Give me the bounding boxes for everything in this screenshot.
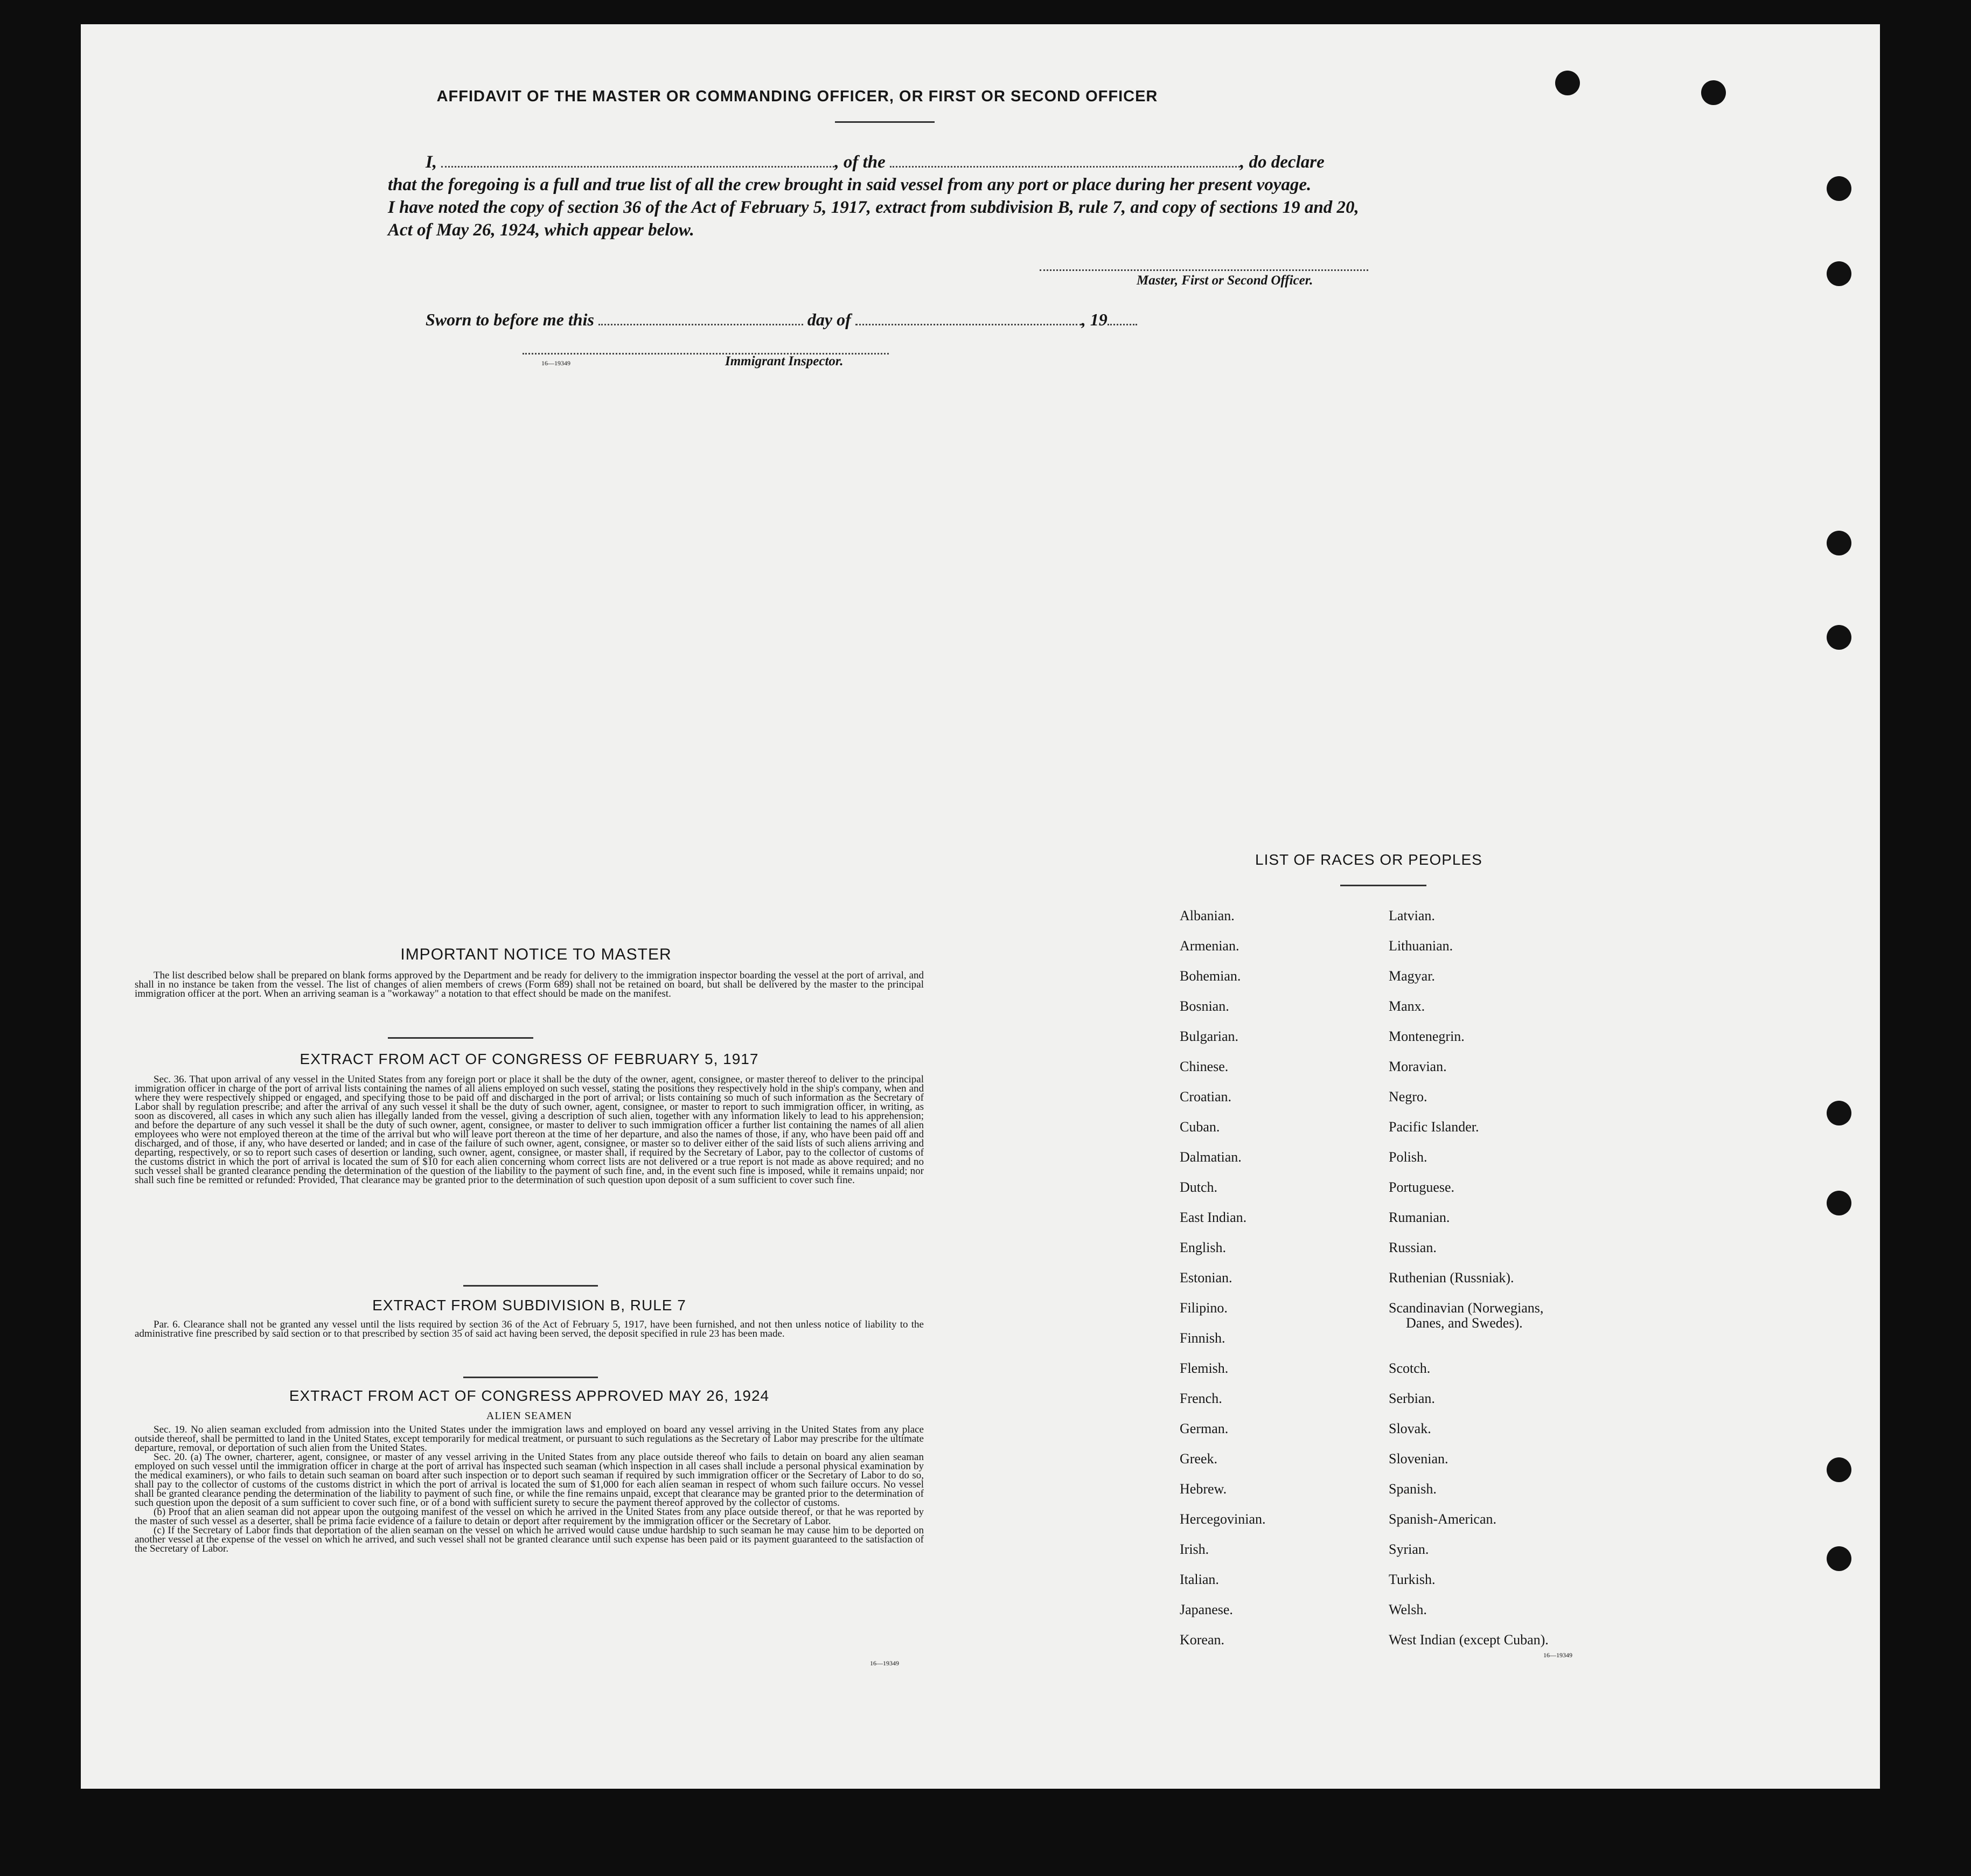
sec-20b-paragraph: (b) Proof that an alien seaman did not appear upon the outgoing manifest of the vessel on which he arrived in the United States from any place outside thereof, or that he was reported by the master of such vessel as a deserter, shall be prima facie evidence of a failure to detain or deport after requirement by the immigration officer or the Secretary of Labor.: [135, 1506, 924, 1527]
race-right: Serbian.: [1389, 1391, 1435, 1406]
race-right: Moravian.: [1389, 1059, 1447, 1074]
punch-hole: [1827, 625, 1851, 650]
race-right: Negro.: [1389, 1089, 1427, 1104]
form-number: 16—19349: [1543, 1651, 1572, 1659]
alien-seamen-subtitle: ALIEN SEAMEN: [486, 1410, 573, 1422]
sworn-month-field[interactable]: [855, 324, 1082, 325]
race-right: Latvian.: [1389, 908, 1435, 923]
of-the-label: , of the: [834, 152, 886, 172]
races-divider: [1340, 885, 1426, 886]
notice-paragraph: The list described below shall be prepared on blank forms approved by the Department and be ready for delivery to the immigration inspector boarding the vessel at the port of arrival, and shall in no instance be taken from the vessel. The list of changes of alien members of crews (Form 689) shall not be retained on board, but shall be delivered by the master to the principal immigration officer at the port. When an arriving seaman is a "workaway" a notation to that effect should be made on the manifest.: [135, 970, 924, 999]
race-right: Turkish.: [1389, 1572, 1436, 1587]
punch-hole: [1827, 261, 1851, 286]
race-right: Spanish.: [1389, 1481, 1437, 1497]
race-right: Ruthenian (Russniak).: [1389, 1270, 1514, 1286]
vessel-name-field[interactable]: [890, 166, 1240, 168]
race-left: Cuban.: [1180, 1119, 1220, 1135]
affidavit-statement: [388, 151, 1460, 241]
race-right: Welsh.: [1389, 1602, 1427, 1617]
section-divider: [388, 1037, 533, 1039]
statement-line-2: that the foregoing is a full and true list of all the crew brought in said vessel from any port or place during her present voyage.: [388, 175, 1312, 194]
extract-1917-title: EXTRACT FROM ACT OF CONGRESS OF FEBRUARY 5, 1917: [300, 1051, 759, 1067]
extract-1917-text: [135, 1075, 924, 1185]
notice-title: IMPORTANT NOTICE TO MASTER: [400, 946, 672, 963]
race-left: Albanian.: [1180, 908, 1235, 923]
statement-line-4: Act of May 26, 1924, which appear below.: [388, 220, 694, 240]
race-right: Scandinavian (Norwegians,: [1389, 1300, 1544, 1316]
sworn-day-field[interactable]: [598, 324, 803, 325]
sworn-prefix: Sworn to before me this: [426, 310, 594, 329]
race-left: Filipino.: [1180, 1300, 1228, 1316]
inspector-label: Immigrant Inspector.: [725, 354, 844, 369]
race-right: Russian.: [1389, 1240, 1437, 1255]
punch-hole: [1827, 1546, 1851, 1571]
extract-1924-title: EXTRACT FROM ACT OF CONGRESS APPROVED MAY 26, 1924: [289, 1387, 770, 1404]
race-right: Montenegrin.: [1389, 1029, 1465, 1044]
sec-20a-paragraph: Sec. 20. (a) The owner, charterer, agent, consignee, or master of any vessel arriving in the United States from any place outside thereof who fails to detain on board any alien seaman employed on such vessel until the immigration officer in charge at the port of arrival has inspected such seaman (which inspection in all cases shall include a personal physical examination by the medical examiners), or who fails to detain such seaman on board after such inspection or to deport such seaman if required by such immigration officer or the Secretary of Labor to do so, shall pay to the collector of customs of the customs district in which the port of arrival is located the sum of $1,000 for each alien seaman in respect of whom such failure occurs. No vessel shall be granted clearance pending the determination of the liability to payment of such fine, or while the fine remains unpaid, except that clearance may be granted prior to the determination of such question upon the deposit of a sum sufficient to cover such fine, or of a bond with sufficient surety to secure the payment thereof approved by the collector of customs.: [135, 1451, 924, 1509]
race-left: German.: [1180, 1421, 1229, 1436]
race-right: Rumanian.: [1389, 1210, 1450, 1225]
punch-hole: [1555, 71, 1580, 95]
extract-1924-text: [135, 1425, 924, 1553]
sec-36-paragraph: Sec. 36. That upon arrival of any vessel in the United States from any foreign port or place it shall be the duty of the owner, agent, consignee, or master thereof to deliver to the principal immigration officer in charge of the port of arrival lists containing the names of all aliens employed on such vessel, stating the positions they respectively hold in the ship's company, when and where they were respectively shipped or engaged, and specifying those to be paid off and discharged in the port of arrival; or lists containing so much of such information as the Secretary of Labor shall by regulation prescribe; and after the arrival of any such vessel it shall be the duty of such owner, agent, consignee, or master to report to such immigration officer, in writing, as soon as discovered, all cases in which any such alien has illegally landed from the vessel, giving a description of such alien, together with any information likely to lead to his apprehension; and before the departure of any such vessel it shall be the duty of such owner, agent, consignee, or master to deliver to such immigration officer a further list containing the names of all alien employees who were not employed thereon at the time of the arrival but who will leave port thereon at the time of her departure, and also the names of those, if any, who have been paid off and discharged, and of those, if any, who have deserted or landed; and in case of the failure of such owner, agent, consignee, or master so to deliver either of the said lists of such aliens arriving and departing, respectively, or so to report such cases of desertion or landing, such owner, agent, consignee, or master shall, if required by the Secretary of Labor, pay to the collector of customs of the customs district in which the port of arrival is located the sum of $10 for each alien concerning whom correct lists are not delivered or a true report is not made as above required; and no such vessel shall be granted clearance pending the determination of the question of the liability to the payment of such fine, and, in the event such fine is imposed, while it remains unpaid; nor shall such fine be remitted or refunded: Provided, That clearance may be granted prior to the determination of such question upon deposit of a sum sufficient to cover such fine.: [135, 1074, 924, 1186]
race-left: Greek.: [1180, 1451, 1218, 1467]
race-left: Japanese.: [1180, 1602, 1233, 1617]
race-left: Bulgarian.: [1180, 1029, 1239, 1044]
race-left: English.: [1180, 1240, 1226, 1255]
declare-label: , do declare: [1240, 152, 1325, 172]
race-left: Dutch.: [1180, 1179, 1218, 1195]
punch-hole: [1827, 1101, 1851, 1125]
race-left: Bosnian.: [1180, 998, 1229, 1014]
race-left: Finnish.: [1180, 1330, 1225, 1346]
race-left: Hercegovinian.: [1180, 1511, 1266, 1527]
punch-hole: [1827, 1191, 1851, 1215]
race-right: Manx.: [1389, 998, 1425, 1014]
form-number: 16—19349: [870, 1659, 899, 1667]
punch-hole: [1827, 1457, 1851, 1482]
race-right: Magyar.: [1389, 968, 1435, 984]
section-divider: [463, 1285, 598, 1287]
affidavit-title: AFFIDAVIT OF THE MASTER OR COMMANDING OFFICER, OR FIRST OR SECOND OFFICER: [436, 88, 1158, 105]
race-right: Portuguese.: [1389, 1179, 1455, 1195]
sworn-year-label: , 19: [1081, 310, 1108, 329]
signature-line[interactable]: [1040, 269, 1368, 271]
document-sheet: [81, 24, 1880, 1789]
race-right: Syrian.: [1389, 1541, 1429, 1557]
race-right: Lithuanian.: [1389, 938, 1453, 954]
signature-label: Master, First or Second Officer.: [1137, 273, 1313, 288]
race-left: Korean.: [1180, 1632, 1225, 1648]
sec-20c-paragraph: (c) If the Secretary of Labor finds that deportation of the alien seaman on the vessel on which he arrived would cause undue hardship to such seaman he may cause him to be deported on another vessel at the expense of the vessel on which he arrived, and such vessel shall not be granted clearance until such expense has been paid or its payment guaranteed to the satisfaction of the Secretary of Labor.: [135, 1525, 924, 1554]
race-left: East Indian.: [1180, 1210, 1247, 1225]
race-left: Italian.: [1180, 1572, 1219, 1587]
race-right-continued: Danes, and Swedes).: [1406, 1315, 1523, 1331]
punch-hole: [1827, 531, 1851, 555]
rule7-title: EXTRACT FROM SUBDIVISION B, RULE 7: [372, 1297, 686, 1314]
sworn-day-label: day of: [807, 310, 851, 329]
race-left: French.: [1180, 1391, 1222, 1406]
race-left: Estonian.: [1180, 1270, 1232, 1286]
rule7-text: [135, 1320, 924, 1338]
race-right: Spanish-American.: [1389, 1511, 1497, 1527]
par-6-paragraph: Par. 6. Clearance shall not be granted any vessel until the lists required by section 36 of the Act of February 5, 1917, have been furnished, and not then unless notice of liability to the administrative fine prescribed by said section or to that prescribed by section 35 of said act having been served, the deposit specified in rule 23 has been made.: [135, 1319, 924, 1339]
race-right: Polish.: [1389, 1149, 1427, 1165]
race-left: Bohemian.: [1180, 968, 1241, 984]
race-right: Slovenian.: [1389, 1451, 1448, 1467]
declarant-name-field[interactable]: [441, 166, 834, 168]
notice-text: [135, 971, 924, 998]
section-divider: [463, 1377, 598, 1378]
form-number: 16—19349: [541, 359, 570, 367]
title-divider: [835, 121, 935, 123]
sec-19-paragraph: Sec. 19. No alien seaman excluded from admission into the United States under the immigration laws and employed on board any vessel arriving in the United States from any place outside thereof, shall be permitted to land in the United States, except temporarily for medical treatment, or pursuant to such regulations as the Secretary of Labor may prescribe for the ultimate departure, removal, or deportation of such alien from the United States.: [135, 1424, 924, 1454]
race-right: Slovak.: [1389, 1421, 1431, 1436]
race-right: Pacific Islander.: [1389, 1119, 1479, 1135]
statement-line-3: I have noted the copy of section 36 of the Act of February 5, 1917, extract from subdivision B, rule 7, and copy of sections 19 and 20,: [388, 198, 1359, 217]
race-left: Hebrew.: [1180, 1481, 1227, 1497]
punch-hole: [1701, 80, 1726, 105]
race-right: Scotch.: [1389, 1360, 1431, 1376]
race-left: Croatian.: [1180, 1089, 1232, 1104]
race-left: Armenian.: [1180, 938, 1239, 954]
declarant-prefix: I,: [426, 152, 437, 172]
race-left: Dalmatian.: [1180, 1149, 1242, 1165]
race-right: West Indian (except Cuban).: [1389, 1632, 1549, 1648]
races-title: LIST OF RACES OR PEOPLES: [1255, 851, 1482, 868]
punch-hole: [1827, 176, 1851, 201]
sworn-line: [426, 310, 1137, 330]
sworn-year-field[interactable]: [1108, 324, 1137, 325]
race-left: Chinese.: [1180, 1059, 1229, 1074]
race-left: Irish.: [1180, 1541, 1209, 1557]
race-left: Flemish.: [1180, 1360, 1229, 1376]
